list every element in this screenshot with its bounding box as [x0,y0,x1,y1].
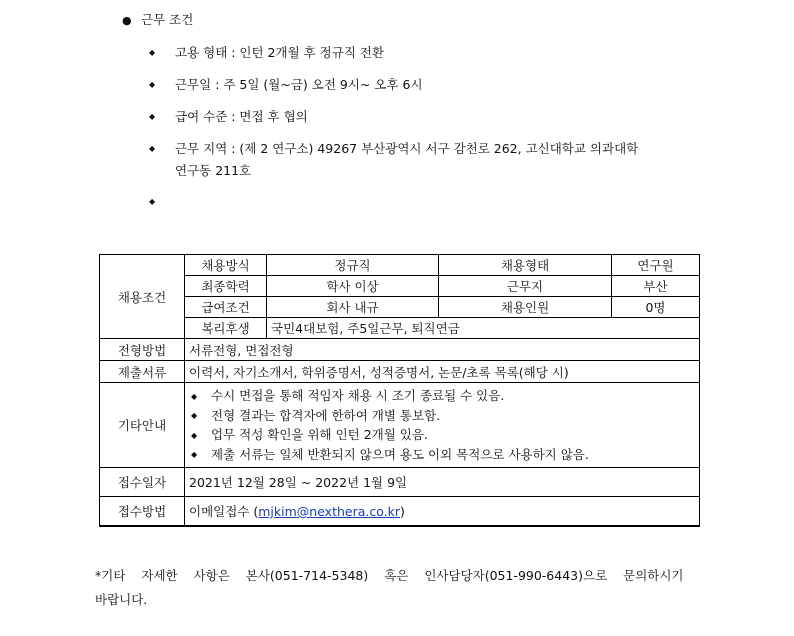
conditions-label: 채용조건 [100,255,185,339]
note-text: 제출 서류는 일체 반환되지 않으며 용도 이외 목적으로 사용하지 않음. [211,446,589,462]
list-item [191,425,693,445]
selection-value: 서류전형, 면접전형 [185,339,700,361]
list-item [191,386,693,406]
documents-value: 이력서, 자기소개서, 학위증명서, 성적증명서, 논문/초록 목록(해당 시) [185,361,700,383]
note-bullet: ◆ [191,430,198,440]
recruitment-table [99,254,700,527]
note-text: 업무 적성 확인을 위해 인턴 2개월 있음. [211,427,428,442]
benefits-value: 국민4대보험, 주5일근무, 퇴직연금 [267,318,700,339]
headcount-value: 0명 [612,297,700,318]
item-bullet: ◆ [149,144,156,153]
section-bullet: ● [122,14,132,27]
hiring-method-label: 채용방식 [185,255,267,276]
footer-contact-text-cont: 바랍니다. [95,592,148,607]
note-text: 수시 면접을 통해 적임자 채용 시 조기 종료될 수 있음. [211,388,505,403]
date-value: 2021년 12월 28일 ~ 2022년 1월 9일 [185,468,700,497]
education-value: 학사 이상 [267,276,439,297]
salary-text: 급여 수준 : 면접 후 협의 [175,109,308,124]
workplace-value: 부산 [612,276,700,297]
note-bullet: ◆ [191,391,198,401]
method-suffix: ) [400,504,405,519]
benefits-label: 복리후생 [185,318,267,339]
employment-type-text: 고용 형태 : 인턴 2개월 후 정규직 전환 [175,45,385,60]
list-item [191,445,693,465]
item-bullet: ◆ [149,80,156,89]
item-bullet: ◆ [149,48,156,57]
salary-cond-label: 급여조건 [185,297,267,318]
workplace-label: 근무지 [439,276,612,297]
email-link[interactable]: mjkim@nexthera.co.kr [258,504,401,519]
method-prefix: 이메일접수 ( [189,504,259,519]
documents-label: 제출서류 [100,361,185,383]
salary-cond-value: 회사 내규 [267,297,439,318]
work-days-text: 근무일 : 주 5일 (월~금) 오전 9시~ 오후 6시 [175,77,423,92]
date-label: 접수일자 [100,468,185,497]
other-info-label: 기타안내 [100,383,185,468]
selection-label: 전형방법 [100,339,185,361]
headcount-label: 채용인원 [439,297,612,318]
education-label: 최종학력 [185,276,267,297]
section-title: 근무 조건 [141,12,194,27]
list-item [191,406,693,426]
work-location-text: 근무 지역 : (제 2 연구소) 49267 부산광역시 서구 감천로 262, 고신대학교 의과대학 [175,141,639,156]
item-bullet: ◆ [149,197,156,206]
method-value [185,497,700,527]
hiring-method-value: 정규직 [267,255,439,276]
work-location-text-cont: 연구동 211호 [175,163,252,178]
other-info-notes [185,383,700,468]
note-text: 전형 결과는 합격자에 한하여 개별 통보함. [211,407,441,423]
note-bullet: ◆ [191,450,198,460]
employment-form-label: 채용형태 [439,255,612,276]
footer-contact-text: *기타 자세한 사항은 본사(051-714-5348) 혹은 인사담당자(051-990-6443)으로 문의하시기 [95,568,684,583]
note-bullet: ◆ [191,411,198,421]
item-bullet: ◆ [149,112,156,121]
method-label: 접수방법 [100,497,185,527]
employment-form-value: 연구원 [612,255,700,276]
